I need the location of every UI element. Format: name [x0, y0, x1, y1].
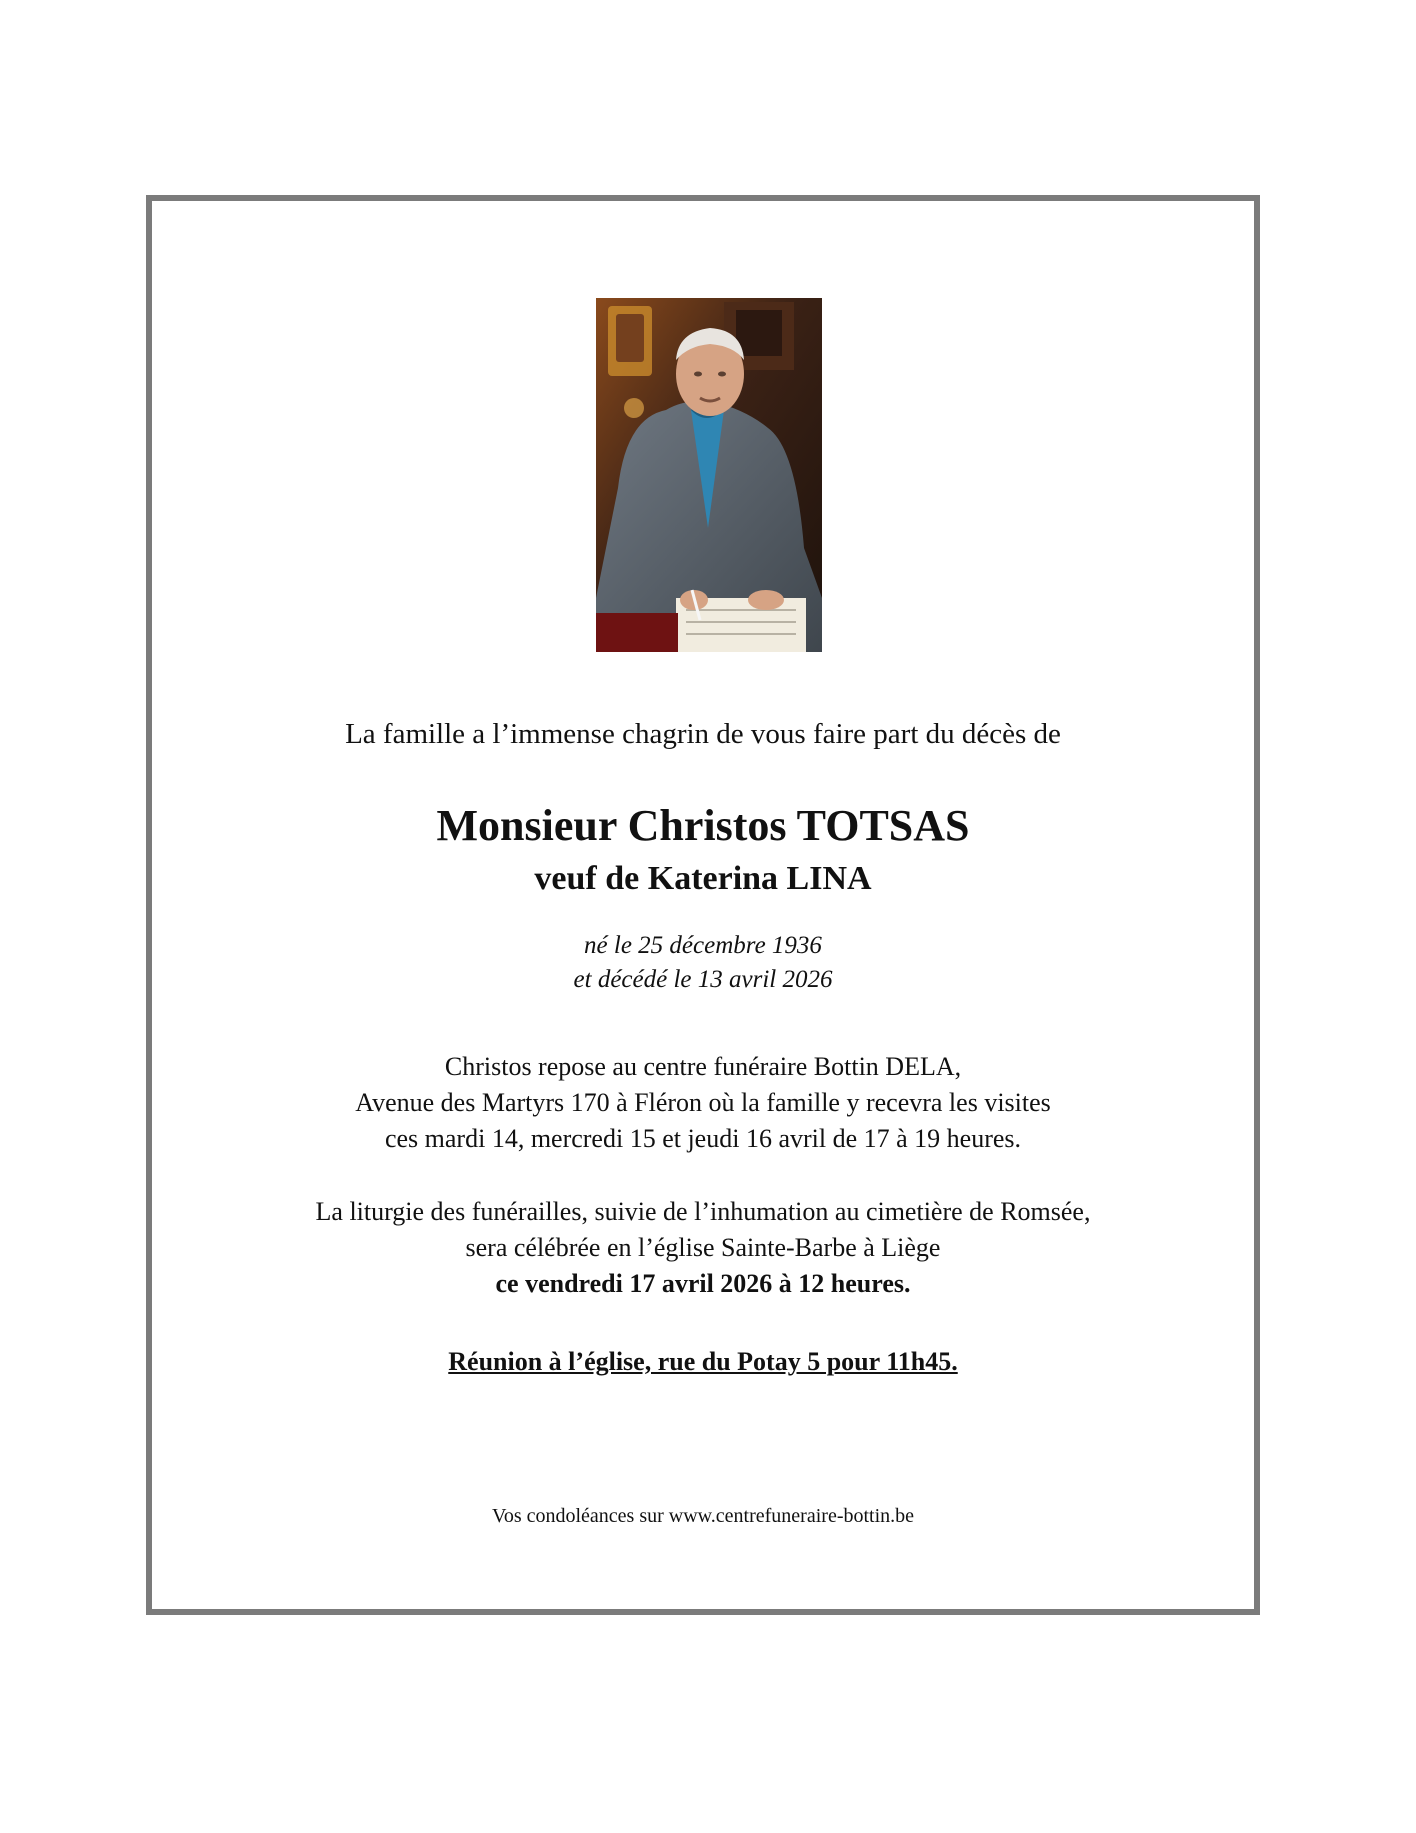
meeting-info: Réunion à l’église, rue du Potay 5 pour 11h45. [448, 1347, 958, 1376]
ceremony-line-1: La liturgie des funérailles, suivie de l’inhumation au cimetière de Romsée, [315, 1197, 1091, 1226]
intro-text: La famille a l’immense chagrin de vous faire part du décès de [345, 718, 1061, 750]
portrait-photo [596, 298, 822, 652]
resting-place-info [146, 1049, 1260, 1157]
spouse-text: veuf de Katerina LINA [534, 860, 872, 897]
ceremony-line-2: sera célébrée en l’église Sainte-Barbe à Liège [465, 1233, 941, 1262]
deceased-name: Monsieur Christos TOTSAS [436, 801, 970, 850]
dates-block [146, 929, 1260, 997]
portrait-photo-icon [596, 298, 822, 652]
condolences-text: Vos condoléances sur www.centrefuneraire-bottin.be [491, 1505, 915, 1527]
ceremony-date-time: ce vendredi 17 avril 2026 à 12 heures. [495, 1269, 911, 1298]
rest-line-3: ces mardi 14, mercredi 15 et jeudi 16 avril de 17 à 19 heures. [384, 1124, 1022, 1153]
rest-line-2: Avenue des Martyrs 170 à Fléron où la famille y recevra les visites [355, 1088, 1051, 1117]
birth-date: né le 25 décembre 1936 [584, 932, 822, 959]
ceremony-info [146, 1194, 1260, 1302]
rest-line-1: Christos repose au centre funéraire Bottin DELA, [444, 1052, 962, 1081]
death-date: et décédé le 13 avril 2026 [573, 966, 833, 993]
